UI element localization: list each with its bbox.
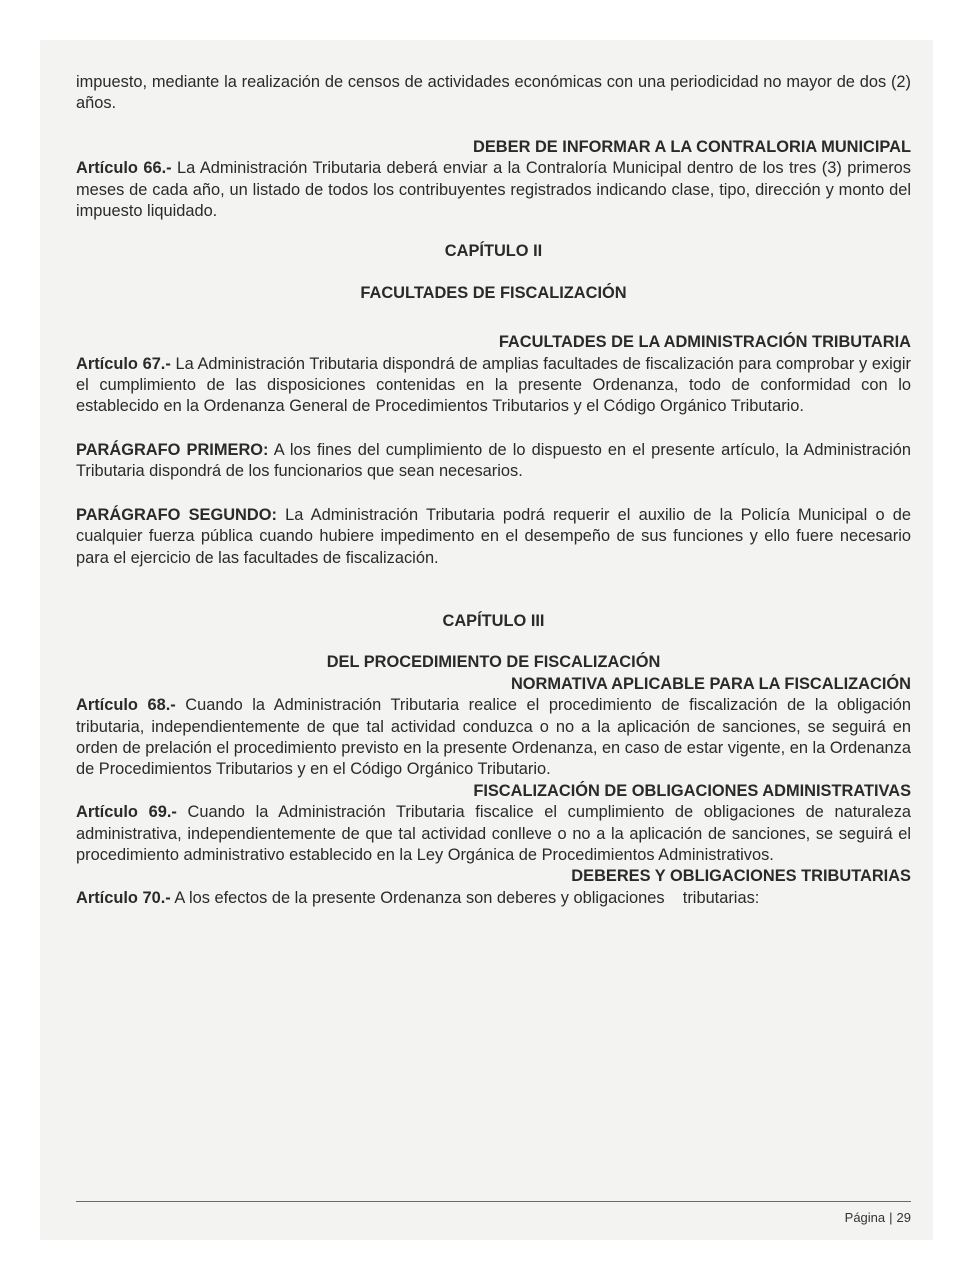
section-heading-deber-informar: DEBER DE INFORMAR A LA CONTRALORIA MUNICIPAL [473, 137, 911, 156]
article-66 [76, 158, 911, 222]
article-69 [76, 802, 911, 866]
intro-paragraph: impuesto, mediante la realización de censos de actividades económicas con una periodicidad no mayor de dos (2) años. [76, 73, 911, 113]
paragraph-segundo [76, 505, 911, 569]
article-67-text: La Administración Tributaria dispondrá de amplias facultades de fiscalización para comprobar y exigir el cumplimiento de las disposiciones contenidas en la presente Ordenanza, todo de conformidad con lo establecido en la Ordenanza General de Procedimientos Tributarios y el Código Orgánico Tributario. [76, 354, 912, 416]
article-70 [76, 888, 911, 909]
article-67-label: Artículo 67.- [76, 354, 171, 373]
article-70-text: A los efectos de la presente Ordenanza son deberes y obligaciones tributarias: [170, 888, 760, 907]
document-body [76, 72, 911, 909]
section-heading-fiscalizacion: FISCALIZACIÓN DE OBLIGACIONES ADMINISTRATIVAS [473, 781, 911, 800]
article-66-text: La Administración Tributaria deberá enviar a la Contraloría Municipal dentro de los tres (3) primeros meses de cada año, un listado de todos los contribuyentes registrados indicando clase, tipo, dirección y monto del impuesto liquidado. [76, 159, 911, 221]
article-66-label: Artículo 66.- [76, 159, 172, 178]
section-heading-deberes: DEBERES Y OBLIGACIONES TRIBUTARIAS [571, 867, 911, 886]
article-68-text: Cuando la Administración Tributaria realice el procedimiento de fiscalización de la obligación tributaria, independientemente de que tal actividad conduzca o no a la aplicación de sanciones, se seguirá en orden de prelación el procedimiento previsto en la presente Ordenanza, en caso de estar vigente, en la Ordenanza de Procedimientos Tributarios y en el Código Orgánico Tributario. [76, 696, 911, 779]
article-70-label: Artículo 70.- [76, 888, 171, 907]
chapter-iii-title: DEL PROCEDIMIENTO DE FISCALIZACIÓN [326, 653, 661, 672]
article-69-text: Cuando la Administración Tributaria fiscalice el cumplimiento de obligaciones de naturaleza administrativa, independientemente de que tal actividad conlleve o no a la aplicación de sanciones, se seguirá el procedimiento administrativo establecido en la Ley Orgánica de Procedimientos Administrativos. [76, 803, 912, 864]
article-68 [76, 695, 911, 781]
section-heading-facultades: FACULTADES DE LA ADMINISTRACIÓN TRIBUTARIA [498, 333, 911, 352]
chapter-iii-heading: CAPÍTULO III [442, 611, 545, 630]
paragraph-primero-label: PARÁGRAFO PRIMERO: [76, 440, 269, 459]
paragraph-primero-text: A los fines del cumplimiento de lo dispuesto en el presente artículo, la Administración Tributaria dispondrá de los funcionarios que sean necesarios. [76, 440, 911, 481]
article-69-label: Artículo 69.- [76, 803, 177, 822]
section-heading-normativa: NORMATIVA APLICABLE PARA LA FISCALIZACIÓN [510, 674, 911, 693]
paragraph-segundo-text: La Administración Tributaria podrá requerir el auxilio de la Policía Municipal o de cualquier fuerza pública cuando hubiere impedimento en el desempeño de sus funciones y ello fuere necesario para el ejercicio de las facultades de fiscalización. [76, 505, 911, 567]
article-67 [76, 354, 911, 418]
chapter-ii-heading: CAPÍTULO II [444, 242, 543, 261]
paragraph-primero [76, 440, 911, 483]
page-separator: | [889, 1210, 893, 1225]
document-page [40, 40, 933, 1240]
paragraph-segundo-label: PARÁGRAFO SEGUNDO: [76, 505, 277, 524]
page-footer [845, 1210, 911, 1225]
page-label: Página [844, 1210, 886, 1225]
chapter-ii-title: FACULTADES DE FISCALIZACIÓN [360, 283, 627, 302]
footer-divider [76, 1201, 911, 1202]
article-68-label: Artículo 68.- [76, 696, 176, 715]
page-number: 29 [896, 1210, 911, 1225]
